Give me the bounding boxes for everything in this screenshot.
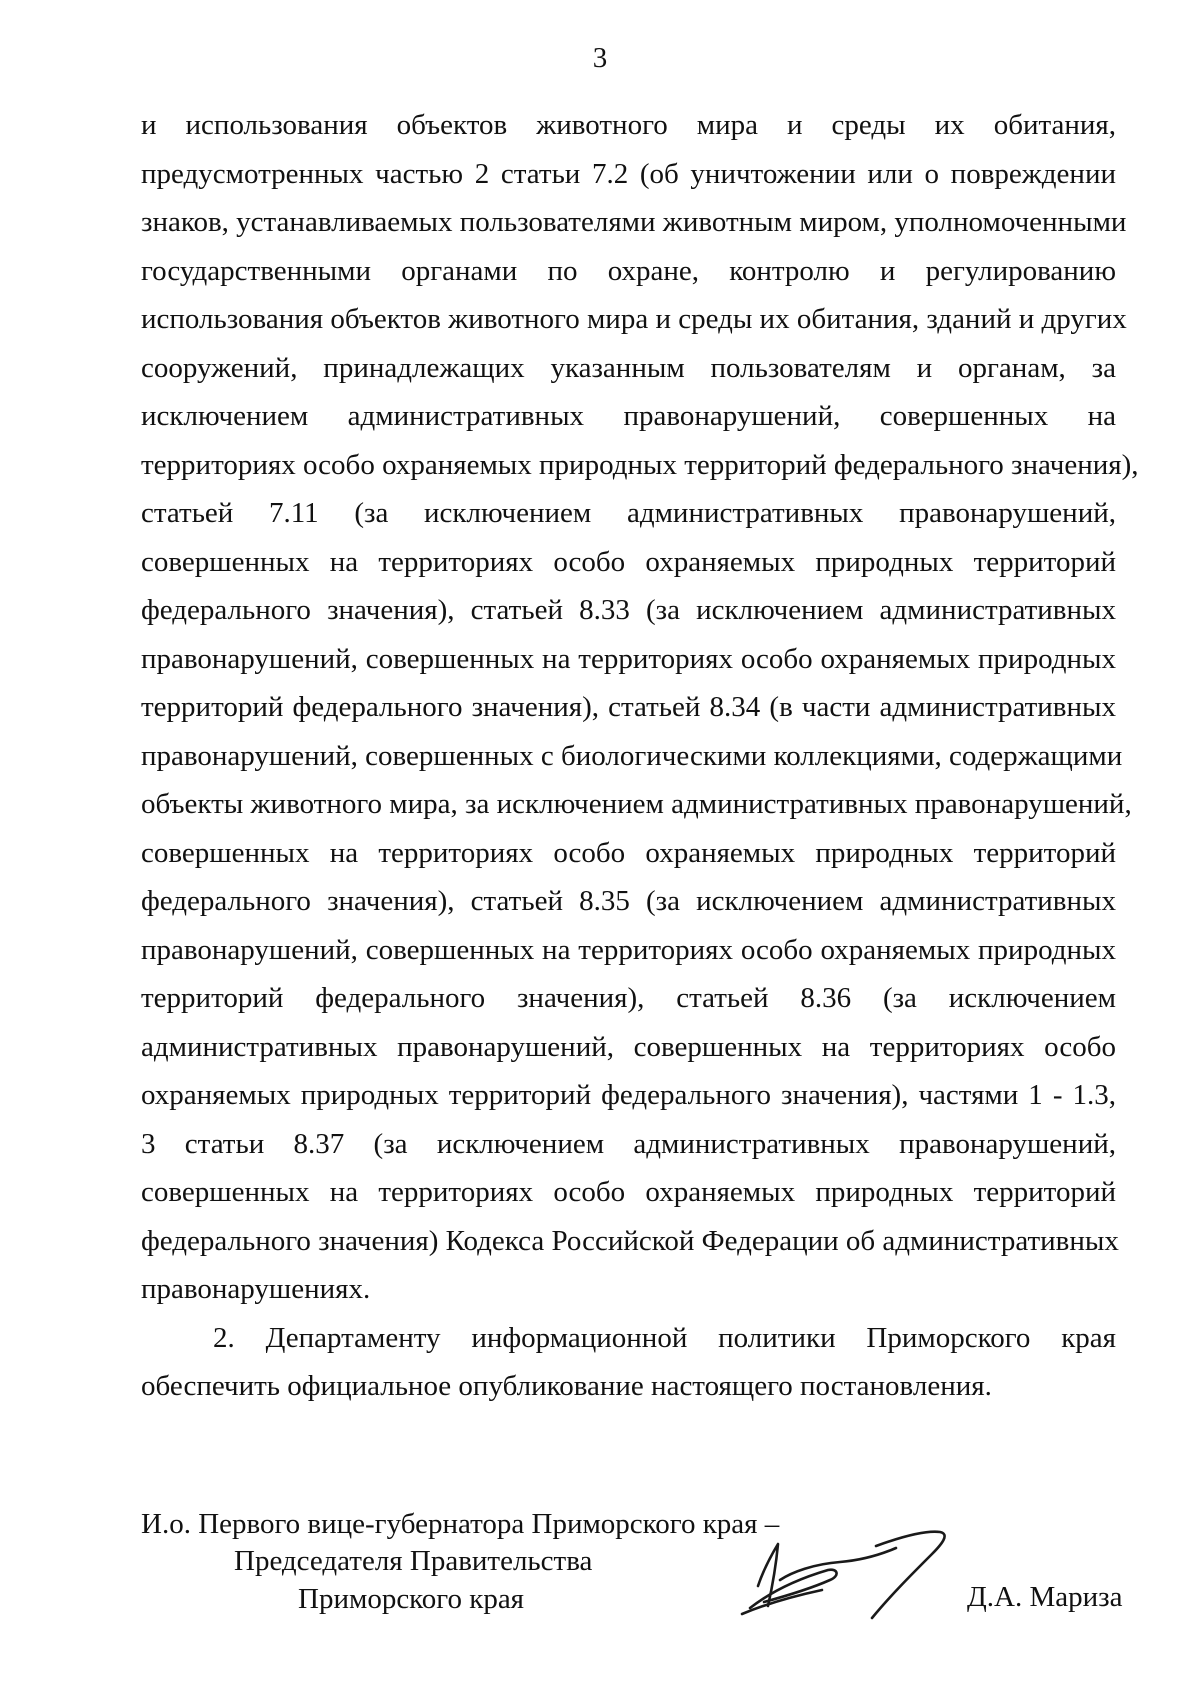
text-line: совершенных на территориях особо охраняемых природных территорий bbox=[141, 1176, 1116, 1208]
text-line: сооружений, принадлежащих указанным пользователям и органам, за bbox=[141, 351, 1116, 384]
text-line: исключением административных правонарушений, совершенных на bbox=[141, 400, 1116, 432]
signatory-title-line-2: Председателя Правительства bbox=[234, 1545, 593, 1577]
signatory-name: Д.А. Мариза bbox=[967, 1581, 1123, 1613]
text-line: использования объектов животного мира и среды их обитания, зданий и других bbox=[141, 303, 1127, 335]
text-line: правонарушений, совершенных на территориях особо охраняемых природных bbox=[141, 933, 1116, 966]
text-line: и использования объектов животного мира и среды их обитания, bbox=[141, 109, 1116, 141]
signatory-title-line-1: И.о. Первого вице-губернатора Приморского края – bbox=[141, 1508, 780, 1540]
text-line: федерального значения), статьей 8.35 (за исключением административных bbox=[141, 885, 1116, 917]
text-line: федерального значения), статьей 8.33 (за исключением административных bbox=[141, 594, 1116, 626]
text-line: территорий федерального значения), статьей 8.36 (за исключением bbox=[141, 982, 1116, 1014]
text-line: государственными органами по охране, контролю и регулированию bbox=[141, 254, 1116, 287]
text-line: территориях особо охраняемых природных территорий федерального значения), bbox=[141, 448, 1139, 481]
text-line: правонарушений, совершенных на территориях особо охраняемых природных bbox=[141, 642, 1116, 675]
text-line: охраняемых природных территорий федерального значения), частями 1 - 1.3, bbox=[141, 1079, 1116, 1111]
handwritten-signature bbox=[728, 1522, 968, 1632]
text-line: совершенных на территориях особо охраняемых природных территорий bbox=[141, 545, 1116, 578]
paragraph-end-line: правонарушениях. bbox=[141, 1273, 371, 1305]
text-line: административных правонарушений, совершенных на территориях особо bbox=[141, 1030, 1116, 1063]
signatory-title-line-3: Приморского края bbox=[298, 1583, 525, 1615]
document-body bbox=[141, 101, 1139, 1411]
text-line: федерального значения) Кодекса Российской Федерации об административных bbox=[141, 1224, 1119, 1257]
page-number: 3 bbox=[592, 42, 608, 74]
paragraph-end-line: обеспечить официальное опубликование настоящего постановления. bbox=[141, 1370, 992, 1402]
text-line: территорий федерального значения), статьей 8.34 (в части административных bbox=[141, 691, 1116, 723]
text-line: объекты животного мира, за исключением административных правонарушений, bbox=[141, 788, 1132, 820]
text-line: знаков, устанавливаемых пользователями животным миром, уполномоченными bbox=[141, 206, 1127, 238]
text-line: предусмотренных частью 2 статьи 7.2 (об уничтожении или о повреждении bbox=[141, 157, 1116, 190]
text-line: статьей 7.11 (за исключением административных правонарушений, bbox=[141, 497, 1116, 529]
text-line: правонарушений, совершенных с биологическими коллекциями, содержащими bbox=[141, 739, 1123, 772]
text-line: 3 статьи 8.37 (за исключением административных правонарушений, bbox=[141, 1127, 1116, 1160]
text-line: совершенных на территориях особо охраняемых природных территорий bbox=[141, 836, 1116, 869]
paragraph-2-first-line: 2. Департаменту информационной политики Приморского края bbox=[213, 1321, 1116, 1354]
